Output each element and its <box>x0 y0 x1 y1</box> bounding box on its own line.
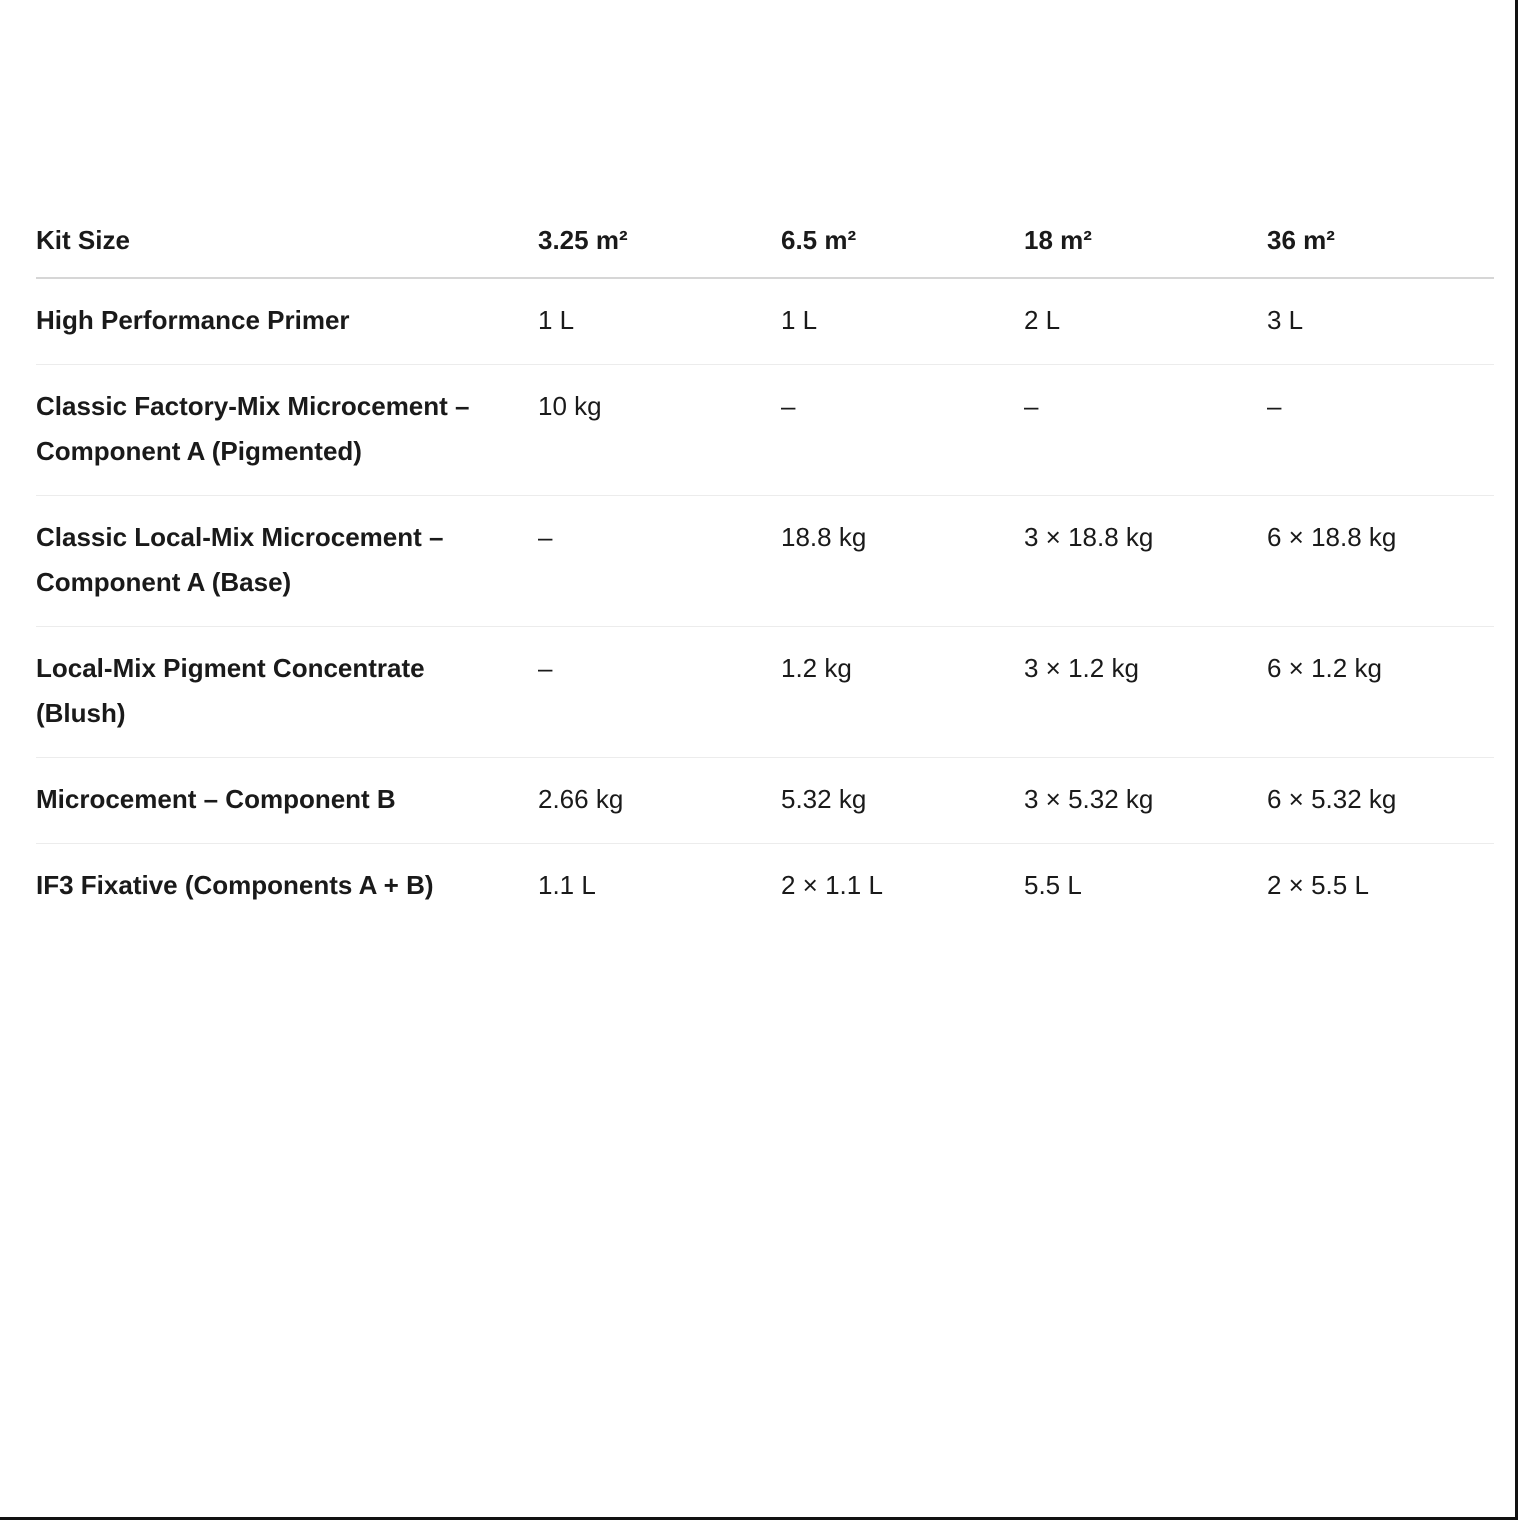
row-label: High Performance Primer <box>36 278 538 365</box>
header-kit-size: Kit Size <box>36 210 538 278</box>
table-cell: – <box>538 627 781 758</box>
kit-size-table <box>36 210 1494 929</box>
table-row <box>36 496 1494 627</box>
table-cell: 10 kg <box>538 365 781 496</box>
table-cell: 1.1 L <box>538 870 596 900</box>
table-cell: 6 × 5.32 kg <box>1267 758 1494 844</box>
table-cell: 1 L <box>538 278 781 365</box>
row-label: Local-Mix Pigment Concentrate (Blush) <box>36 627 538 758</box>
table-cell: 18.8 kg <box>781 496 1024 627</box>
table-cell: 5.5 L <box>1024 870 1082 900</box>
row-label: Microcement – Component B <box>36 758 538 844</box>
table-row <box>36 844 1494 930</box>
table-cell: 3 × 18.8 kg <box>1024 496 1267 627</box>
table-row <box>36 627 1494 758</box>
table-row <box>36 365 1494 496</box>
table-cell: – <box>538 496 781 627</box>
header-3-25-m2: 3.25 m² <box>538 210 781 278</box>
table-cell: 1.2 kg <box>781 627 1024 758</box>
table-cell: 3 L <box>1267 278 1494 365</box>
table-cell: 2 × 1.1 L <box>781 870 883 900</box>
header-18-m2: 18 m² <box>1024 210 1267 278</box>
table-row <box>36 758 1494 844</box>
row-label: IF3 Fixative (Components A + B) <box>36 870 434 900</box>
kit-size-table-container <box>36 210 1494 929</box>
table-cell: 2 L <box>1024 278 1267 365</box>
header-6-5-m2: 6.5 m² <box>781 210 1024 278</box>
table-cell: – <box>1267 365 1494 496</box>
table-cell: 2 × 5.5 L <box>1267 870 1369 900</box>
table-header-row <box>36 210 1494 278</box>
table-cell: 1 L <box>781 278 1024 365</box>
table-cell: 2.66 kg <box>538 758 781 844</box>
row-label: Classic Local-Mix Microcement – Component A (Base) <box>36 496 538 627</box>
table-cell: – <box>781 365 1024 496</box>
table-cell: 6 × 18.8 kg <box>1267 496 1494 627</box>
table-cell: 6 × 1.2 kg <box>1267 627 1494 758</box>
table-row <box>36 278 1494 365</box>
table-cell: 3 × 1.2 kg <box>1024 627 1267 758</box>
header-36-m2: 36 m² <box>1267 210 1494 278</box>
table-cell: 3 × 5.32 kg <box>1024 758 1267 844</box>
table-cell: 5.32 kg <box>781 758 1024 844</box>
table-cell: – <box>1024 365 1267 496</box>
row-label: Classic Factory-Mix Microcement – Component A (Pigmented) <box>36 365 538 496</box>
